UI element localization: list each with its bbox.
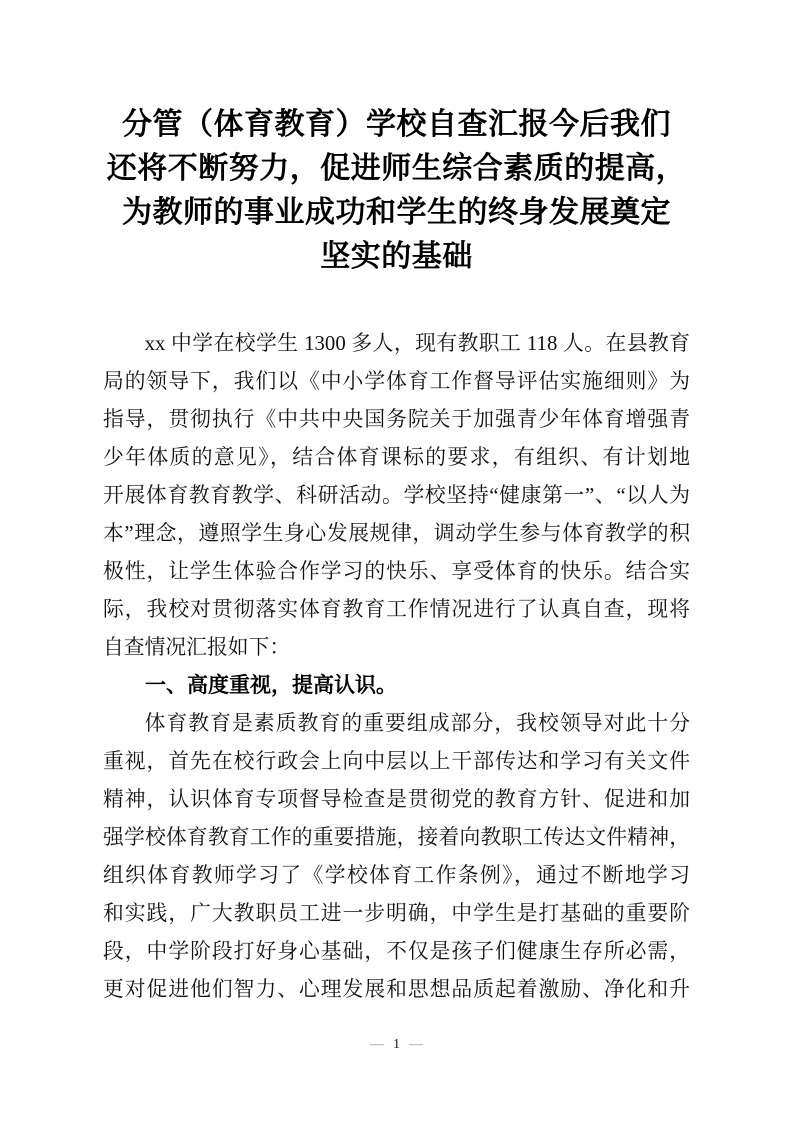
text-line: xx 中学在校学生 1300 多人，现有教职工 118 人。在县教育 — [144, 332, 690, 355]
text-line: 还将不断努力，促进师生综合素质的提高， — [106, 152, 687, 185]
text-line: 坚实的基础 — [320, 240, 473, 273]
text-line: 精神，认识体育专项督导检查是贯彻党的教育方针、促进和加 — [103, 788, 690, 811]
document-body — [103, 325, 690, 1009]
text-line: 开展体育教育教学、科研活动。学校坚持“健康第一”、“以人为 — [103, 484, 690, 507]
section-heading-1: 一、高度重视，提高认识。 — [145, 674, 397, 697]
text-line: 为教师的事业成功和学生的终身发展奠定 — [122, 196, 671, 229]
text-line: 局的领导下，我们以《中小学体育工作督导评估实施细则》为 — [103, 370, 690, 393]
document-title — [103, 103, 690, 279]
text-line: 际，我校对贯彻落实体育教育工作情况进行了认真自查，现将 — [103, 598, 690, 621]
text-line: 重视，首先在校行政会上向中层以上干部传达和学习有关文件 — [103, 750, 690, 773]
text-line: 指导，贯彻执行《中共中央国务院关于加强青少年体育增强青 — [103, 408, 690, 431]
text-line: 和实践，广大教职员工进一步明确，中学生是打基础的重要阶 — [103, 902, 690, 925]
page-number: 1 — [393, 1037, 400, 1052]
text-line: 自查情况汇报如下： — [103, 636, 291, 659]
paragraph-section-1 — [103, 705, 690, 1009]
text-line: 本”理念，遵照学生身心发展规律，调动学生参与体育教学的积 — [103, 522, 690, 545]
text-line: 更对促进他们智力、心理发展和思想品质起着激励、净化和升 — [103, 978, 690, 1001]
text-line: 分管（体育教育）学校自查汇报今后我们 — [122, 108, 671, 141]
footer-left-dash: — — [370, 1037, 384, 1052]
text-line: 强学校体育教育工作的重要措施，接着向教职工传达文件精神， — [103, 826, 690, 849]
text-line: 极性，让学生体验合作学习的快乐、享受体育的快乐。结合实 — [103, 560, 690, 583]
text-line: 少年体质的意见》，结合体育课标的要求，有组织、有计划地 — [103, 446, 690, 469]
text-line: 组织体育教师学习了《学校体育工作条例》，通过不断地学习 — [103, 864, 690, 887]
text-line: 段，中学阶段打好身心基础，不仅是孩子们健康生存所必需， — [103, 940, 690, 963]
page-footer — [103, 1035, 690, 1055]
footer-right-dash: — — [409, 1037, 423, 1052]
text-line: 体育教育是素质教育的重要组成部分，我校领导对此十分 — [144, 712, 690, 735]
paragraph-intro — [103, 325, 690, 667]
